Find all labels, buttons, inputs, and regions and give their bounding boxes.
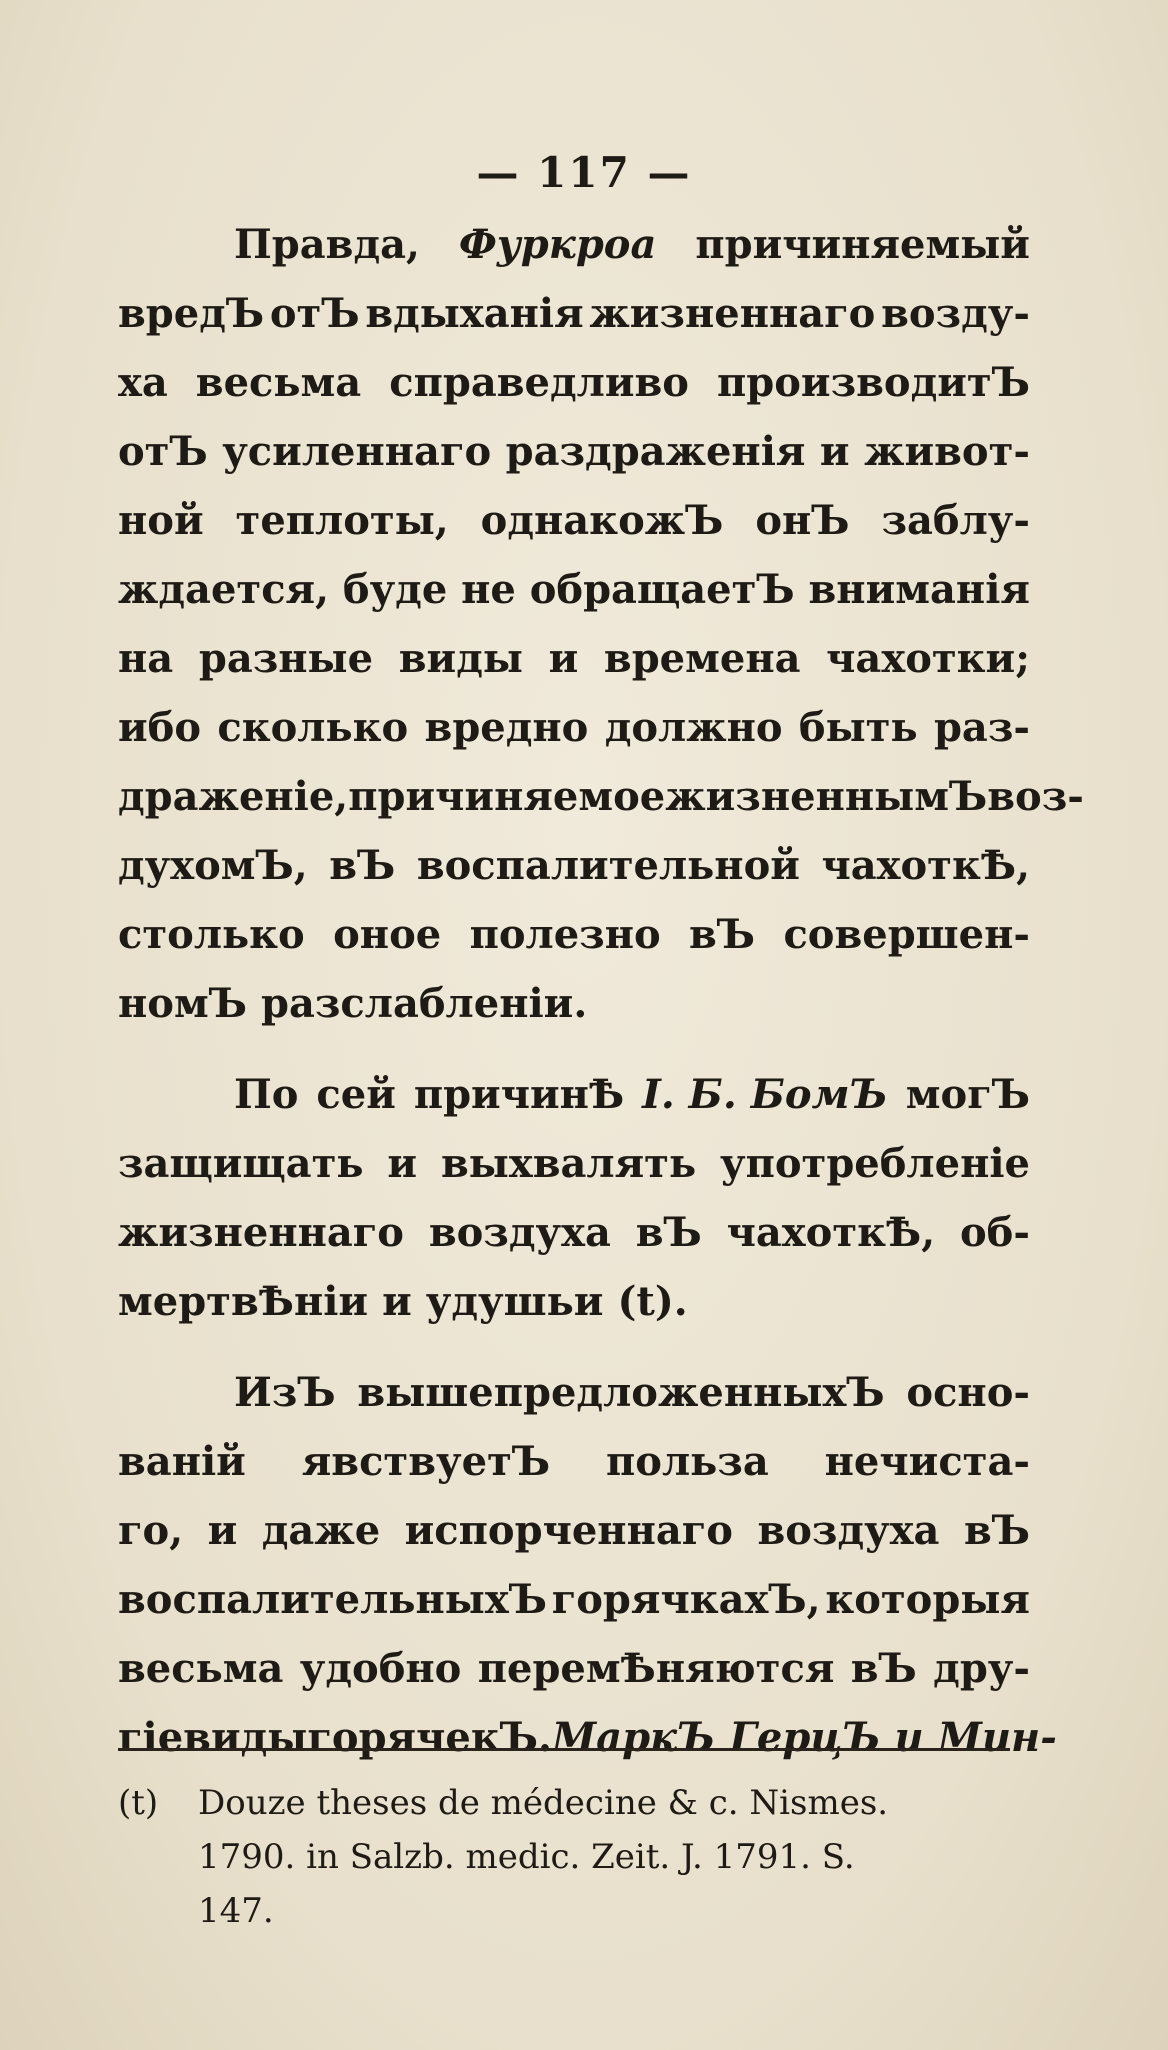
word: горячкахЪ, bbox=[551, 1576, 821, 1623]
word: и bbox=[207, 1507, 238, 1554]
word: ждается, bbox=[118, 566, 330, 613]
word: которыя bbox=[825, 1576, 1030, 1623]
word: воспалительныхЪ bbox=[118, 1576, 547, 1623]
word: вЪ bbox=[850, 1645, 917, 1692]
word: и bbox=[548, 635, 579, 682]
word: го, bbox=[118, 1507, 184, 1554]
text-line bbox=[118, 1358, 1030, 1427]
word: защищать bbox=[118, 1140, 364, 1187]
footnote-mark: (t) bbox=[118, 1783, 159, 1823]
word: сколько bbox=[217, 704, 409, 751]
text-line bbox=[118, 1267, 1030, 1336]
word: ной bbox=[118, 497, 204, 544]
word: даже bbox=[261, 1507, 381, 1554]
word: употребленіе bbox=[719, 1140, 1030, 1187]
text-line bbox=[118, 762, 1084, 831]
page-number: — 117 — bbox=[476, 148, 692, 197]
text-line bbox=[118, 348, 1030, 417]
word: причиняемый bbox=[695, 221, 1030, 268]
footnote-line: 147. bbox=[198, 1891, 274, 1931]
text-line bbox=[118, 1198, 1030, 1267]
word: онЪ bbox=[755, 497, 850, 544]
word: вредно bbox=[424, 704, 589, 751]
body-text bbox=[118, 210, 1084, 1772]
word: производитЪ bbox=[717, 359, 1030, 406]
word: осно- bbox=[906, 1369, 1030, 1416]
text-line bbox=[118, 1496, 1030, 1565]
word: теплоты, bbox=[235, 497, 449, 544]
text-line bbox=[118, 555, 1030, 624]
word: ха bbox=[118, 359, 168, 406]
word: раз- bbox=[933, 704, 1030, 751]
word: воздуха bbox=[428, 1209, 611, 1256]
word: жизненнымЪ bbox=[665, 773, 988, 820]
word: вредЪ bbox=[118, 290, 265, 337]
word: воз- bbox=[987, 773, 1084, 820]
word: разслабленіи. bbox=[260, 980, 588, 1027]
word: ваній bbox=[118, 1438, 246, 1485]
word: причиняемое bbox=[348, 773, 666, 820]
word: и bbox=[387, 1140, 418, 1187]
word: сей bbox=[316, 1071, 396, 1118]
word: выхвалять bbox=[440, 1140, 697, 1187]
text-line bbox=[118, 279, 1030, 348]
word: чахотки; bbox=[826, 635, 1030, 682]
word: отЪ bbox=[269, 290, 360, 337]
word: справедливо bbox=[389, 359, 689, 406]
word: Правда, bbox=[234, 221, 420, 268]
word: полезно bbox=[469, 911, 661, 958]
word: Фуркроа bbox=[458, 221, 657, 268]
word: виды bbox=[398, 635, 523, 682]
word: I. Б. БомЪ bbox=[642, 1071, 888, 1118]
word: и bbox=[819, 428, 850, 475]
word: могЪ bbox=[905, 1071, 1030, 1118]
word: жизненнаго bbox=[589, 290, 876, 337]
text-line bbox=[118, 210, 1030, 279]
word: весьма bbox=[118, 1645, 284, 1692]
word: вышепредложенныхЪ bbox=[357, 1369, 885, 1416]
text-line bbox=[118, 1634, 1030, 1703]
word: времена bbox=[603, 635, 801, 682]
word: на bbox=[118, 635, 174, 682]
text-line bbox=[118, 486, 1030, 555]
word: вниманія bbox=[808, 566, 1030, 613]
word: вЪ bbox=[635, 1209, 702, 1256]
word: вЪ bbox=[689, 911, 756, 958]
text-line bbox=[118, 831, 1030, 900]
text-line bbox=[118, 969, 1030, 1038]
word: буде bbox=[342, 566, 448, 613]
word: усиленнаго bbox=[222, 428, 492, 475]
word: об- bbox=[960, 1209, 1030, 1256]
word: дру- bbox=[933, 1645, 1030, 1692]
word: обращаетЪ bbox=[529, 566, 795, 613]
word: разные bbox=[198, 635, 374, 682]
footnote-ref: (t). bbox=[617, 1278, 688, 1325]
word: драженіе, bbox=[118, 773, 349, 820]
word: должно bbox=[604, 704, 783, 751]
word: причинѢ bbox=[413, 1071, 625, 1118]
word: перемѢняются bbox=[477, 1645, 835, 1692]
word: заблу- bbox=[881, 497, 1030, 544]
word: чахоткѢ, bbox=[726, 1209, 936, 1256]
word: раздраженія bbox=[505, 428, 806, 475]
footnote-divider bbox=[118, 1748, 1010, 1751]
word: отЪ bbox=[118, 428, 208, 475]
word: удушьи bbox=[425, 1278, 604, 1325]
word: МаркЪ ГерцЪ и Мин- bbox=[551, 1714, 1057, 1761]
text-line bbox=[118, 1427, 1030, 1496]
text-line bbox=[118, 417, 1030, 486]
footnote-line: 1790. in Salzb. medic. Zeit. J. 1791. S. bbox=[198, 1837, 855, 1877]
word: испорченнаго bbox=[404, 1507, 733, 1554]
word: жизненнаго bbox=[118, 1209, 404, 1256]
word: вЪ bbox=[963, 1507, 1030, 1554]
word: воспалительной bbox=[416, 842, 800, 889]
word: весьма bbox=[195, 359, 362, 406]
text-line bbox=[118, 900, 1030, 969]
word: польза bbox=[606, 1438, 769, 1485]
footnote bbox=[118, 1776, 1038, 1938]
text-line bbox=[118, 1703, 1057, 1772]
word: однакожЪ bbox=[480, 497, 724, 544]
word: явствуетЪ bbox=[301, 1438, 551, 1485]
word: столько bbox=[118, 911, 305, 958]
word: По bbox=[234, 1071, 299, 1118]
text-line bbox=[118, 624, 1030, 693]
word: горячекЪ. bbox=[307, 1714, 552, 1761]
word: быть bbox=[798, 704, 918, 751]
text-line bbox=[118, 1060, 1030, 1129]
word: и bbox=[382, 1278, 412, 1325]
word: воздуха bbox=[757, 1507, 940, 1554]
word: вЪ bbox=[329, 842, 396, 889]
word: нечиста- bbox=[824, 1438, 1030, 1485]
word: мертвѢніи bbox=[118, 1278, 369, 1325]
word: ибо bbox=[118, 704, 202, 751]
word: духомЪ, bbox=[118, 842, 308, 889]
word: не bbox=[461, 566, 516, 613]
word: гіе bbox=[118, 1714, 184, 1761]
text-line bbox=[118, 1565, 1030, 1634]
word: вдыханія bbox=[365, 290, 584, 337]
word: живот- bbox=[864, 428, 1030, 475]
word: совершен- bbox=[783, 911, 1030, 958]
word: удобно bbox=[299, 1645, 462, 1692]
text-line bbox=[118, 693, 1030, 762]
footnote-line: (t) Douze theses de médecine & c. Nismes. bbox=[118, 1776, 1038, 1830]
word: чахоткѢ, bbox=[821, 842, 1030, 889]
word: ИзЪ bbox=[234, 1369, 336, 1416]
text-line bbox=[118, 1129, 1030, 1198]
word: номЪ bbox=[118, 980, 247, 1027]
word: оное bbox=[333, 911, 442, 958]
word: виды bbox=[183, 1714, 308, 1761]
word: возду- bbox=[881, 290, 1030, 337]
